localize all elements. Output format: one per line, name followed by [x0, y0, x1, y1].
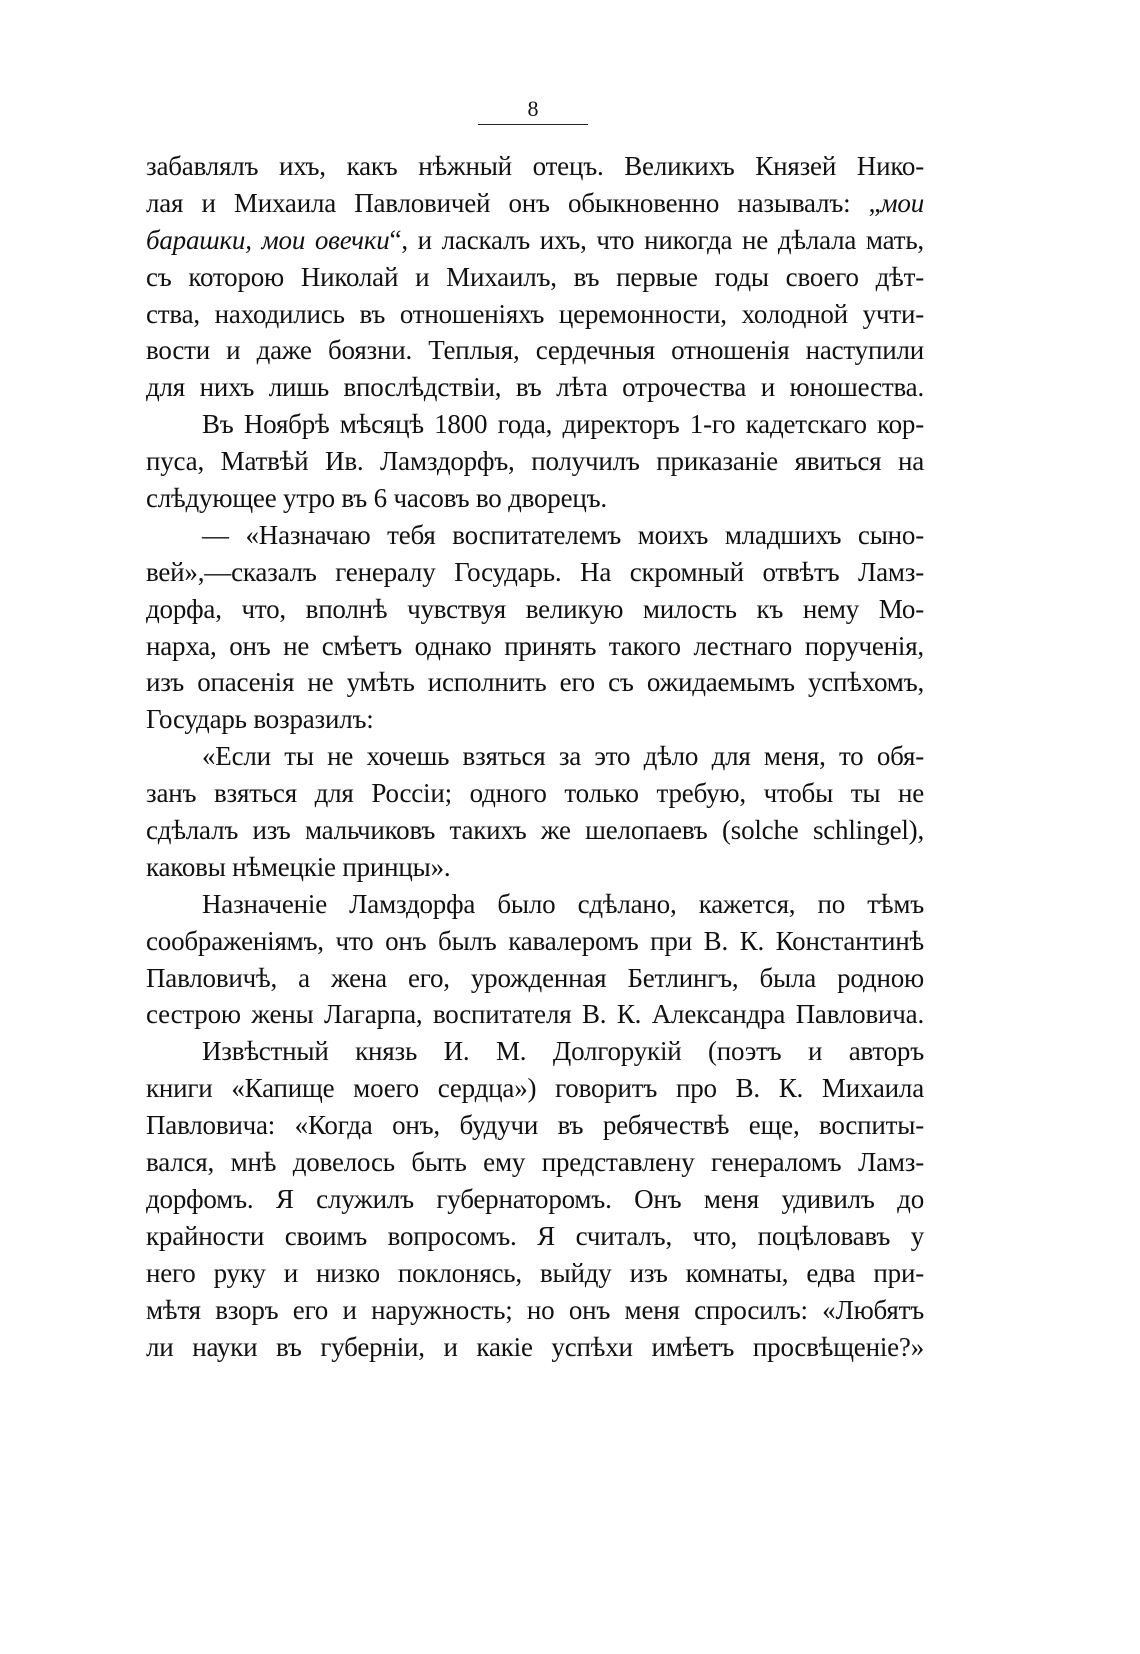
- text-line: лая и Михаила Павловичей онъ обыкновенно называлъ: „мои: [146, 187, 924, 218]
- paragraph-start-line: «Если ты не хочешь взяться за это дѣло для меня, то обя-: [202, 741, 924, 772]
- text-line: вался, мнѣ довелось быть ему представлену генераломъ Ламз-: [146, 1147, 924, 1178]
- text-line: Павловичѣ, а жена его, урожденная Бетлингъ, была родною: [146, 962, 924, 993]
- text-line: нарха, онъ не смѣетъ однако принять такого лестнаго порученія,: [146, 630, 924, 661]
- text-line: ли науки въ губерніи, и какіе успѣхи имѣетъ просвѣщеніе?»: [146, 1331, 924, 1362]
- text-line: занъ взяться для Россіи; одного только требую, чтобы ты не: [146, 778, 924, 809]
- text-line: Павловича: «Когда онъ, будучи въ ребячествѣ еще, воспиты-: [146, 1110, 924, 1141]
- italic-phrase: мои: [880, 187, 924, 218]
- text-line: изъ опасенія не умѣть исполнить его съ ожидаемымъ успѣхомъ,: [146, 667, 924, 698]
- text-line: сестрою жены Лагарпа, воспитателя В. К. Александра Павловича.: [146, 999, 924, 1030]
- text-line: мѣтя взоръ его и наружность; но онъ меня спросилъ: «Любятъ: [146, 1294, 924, 1325]
- paragraph-start-line: — «Назначаю тебя воспитателемъ моихъ младшихъ сыно-: [202, 519, 924, 550]
- text-line: барашки, мои овечки“, и ласкалъ ихъ, что никогда не дѣлала мать,: [146, 224, 924, 255]
- paragraph-start-line: Назначеніе Ламздорфа было сдѣлано, кажется, по тѣмъ: [202, 888, 924, 919]
- page-header: [478, 96, 588, 125]
- paragraph-end-line: каковы нѣмецкіе принцы».: [146, 851, 451, 882]
- page-number: 8: [527, 96, 539, 121]
- text-line: вей»,—сказалъ генералу Государь. На скромный отвѣтъ Ламз-: [146, 556, 924, 587]
- paragraph-end-line: Государь возразилъ:: [146, 704, 374, 735]
- text-line: для нихъ лишь впослѣдствіи, въ лѣта отрочества и юношества.: [146, 372, 924, 403]
- text-line: крайности своимъ вопросомъ. Я считалъ, что, поцѣловавъ у: [146, 1220, 924, 1251]
- page-number-rule: [478, 124, 588, 125]
- text-line: него руку и низко поклонясь, выйду изъ комнаты, едва при-: [146, 1257, 924, 1288]
- text-line: вости и даже боязни. Теплыя, сердечныя отношенія наступили: [146, 335, 924, 366]
- text-line: сдѣлалъ изъ мальчиковъ такихъ же шелопаевъ (solche schlingel),: [146, 815, 924, 846]
- text-line: соображеніямъ, что онъ былъ кавалеромъ при В. К. Константинѣ: [146, 925, 924, 956]
- italic-phrase: барашки, мои овечки: [146, 224, 390, 255]
- text-line: пуса, Матвѣй Ив. Ламздорфъ, получилъ приказаніе явиться на: [146, 446, 924, 477]
- text-line: ства, находились въ отношеніяхъ церемонности, холодной учти-: [146, 298, 924, 329]
- paragraph-start-line: Въ Ноябрѣ мѣсяцѣ 1800 года, директоръ 1-го кадетскаго кор-: [202, 409, 924, 440]
- body-text: [146, 148, 924, 1365]
- paragraph-end-line: слѣдующее утро въ 6 часовъ во дворецъ.: [146, 483, 607, 514]
- text-line: книги «Капище моего сердца») говоритъ про В. К. Михаила: [146, 1073, 924, 1104]
- paragraph-start-line: Извѣстный князь И. М. Долгорукій (поэтъ и авторъ: [202, 1036, 924, 1067]
- text-line: дорфа, что, вполнѣ чувствуя великую милость къ нему Мо-: [146, 593, 924, 624]
- text-line: дорфомъ. Я служилъ губернаторомъ. Онъ меня удивилъ до: [146, 1183, 924, 1214]
- text-line: забавлялъ ихъ, какъ нѣжный отецъ. Великихъ Князей Нико-: [146, 151, 924, 181]
- text-line: съ которою Николай и Михаилъ, въ первые годы своего дѣт-: [146, 261, 924, 292]
